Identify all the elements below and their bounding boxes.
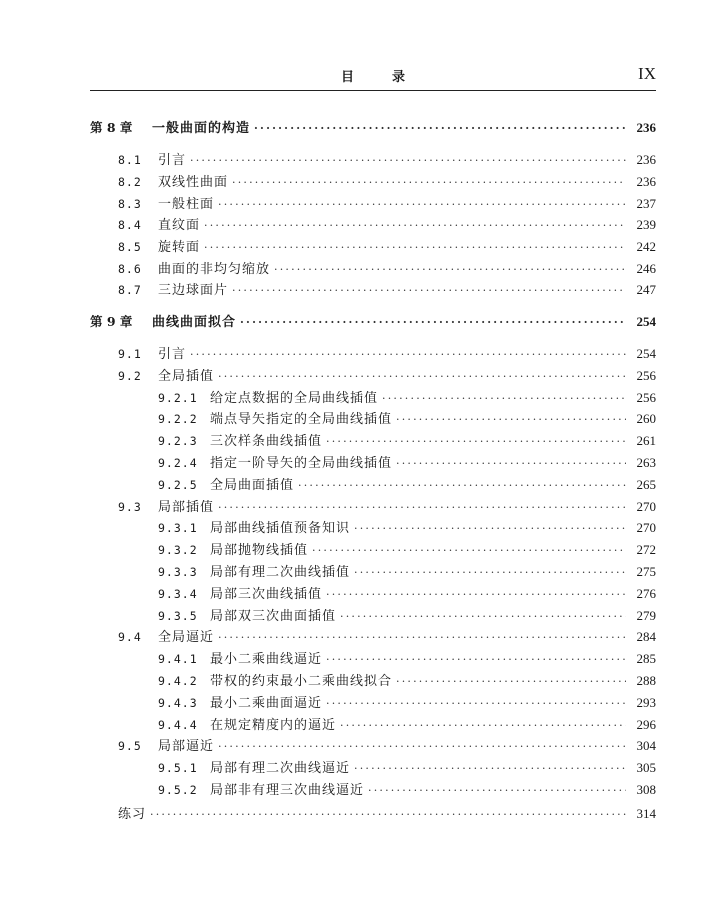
header-title: 目录: [340, 70, 443, 85]
toc-subsection-row[interactable]: [158, 561, 656, 581]
entry-page-number: 261: [636, 433, 656, 448]
dot-leader: [312, 544, 626, 557]
toc-subsection-row[interactable]: [158, 583, 656, 603]
entry-number: 8.3: [118, 197, 142, 211]
entry-number: 9.1: [118, 347, 142, 361]
dot-leader: [204, 219, 626, 232]
entry-title: 曲线曲面拟合: [152, 315, 237, 330]
entry-page-number: 285: [636, 651, 656, 666]
entry-number: 9.4: [118, 630, 142, 644]
entry-number: 9.3.5: [158, 609, 198, 623]
dot-leader: [150, 808, 626, 821]
toc-section-row[interactable]: [118, 214, 656, 234]
entry-title: 三边球面片: [158, 283, 229, 298]
entry-title: 指定一阶导矢的全局曲线插值: [210, 456, 393, 471]
entry-number: 8.5: [118, 240, 142, 254]
dot-leader: [190, 154, 626, 167]
entry-page-number: 275: [636, 564, 656, 579]
entry-title: 最小二乘曲线逼近: [210, 652, 323, 667]
entry-page-number: 263: [636, 455, 656, 470]
entry-page-number: 272: [636, 542, 656, 557]
entry-title: 曲面的非均匀缩放: [158, 262, 271, 277]
entry-page-number: 256: [636, 368, 656, 383]
entry-number: 9.3.3: [158, 565, 198, 579]
header-page-number: IX: [638, 64, 656, 83]
toc-section-row[interactable]: [118, 496, 656, 516]
toc-section-row[interactable]: [118, 193, 656, 213]
entry-page-number: 288: [636, 673, 656, 688]
entry-number: 9.3.4: [158, 587, 198, 601]
entry-number: 9.5.1: [158, 761, 198, 775]
entry-title: 引言: [158, 153, 187, 168]
entry-title: 局部逼近: [158, 739, 215, 754]
entry-number: 8.4: [118, 218, 142, 232]
toc-subsection-row[interactable]: [158, 387, 656, 407]
entry-page-number: 293: [636, 695, 656, 710]
dot-leader: [326, 588, 626, 601]
entry-title: 双线性曲面: [158, 175, 229, 190]
entry-page-number: 279: [636, 608, 656, 623]
entry-number: 9.5.2: [158, 783, 198, 797]
dot-leader: [232, 176, 626, 189]
entry-title: 直纹面: [158, 218, 201, 233]
entry-page-number: 304: [636, 738, 656, 753]
entry-title: 引言: [158, 347, 187, 362]
dot-leader: [354, 522, 626, 535]
entry-title: 局部有理二次曲线插值: [210, 565, 351, 580]
toc-section-row[interactable]: [118, 626, 656, 646]
entry-page-number: 270: [636, 499, 656, 514]
toc-subsection-row[interactable]: [158, 430, 656, 450]
entry-number: 9.2.5: [158, 478, 198, 492]
dot-leader: [274, 263, 626, 276]
toc-section-row[interactable]: [118, 279, 656, 299]
dot-leader: [218, 501, 626, 514]
entry-title: 局部双三次曲面插值: [210, 609, 337, 624]
dot-leader: [382, 392, 626, 405]
entry-title: 带权的约束最小二乘曲线拟合: [210, 674, 393, 689]
entry-title: 全局插值: [158, 369, 215, 384]
running-header: [90, 64, 656, 88]
toc-subsection-row[interactable]: [158, 517, 656, 537]
entry-number: 8.1: [118, 153, 142, 167]
entry-title: 旋转面: [158, 240, 201, 255]
toc-section-row[interactable]: [118, 149, 656, 169]
dot-leader: [326, 435, 626, 448]
toc-subsection-row[interactable]: [158, 605, 656, 625]
entry-number: 8.2: [118, 175, 142, 189]
entry-title: 端点导矢指定的全局曲线插值: [210, 412, 393, 427]
dot-leader: [190, 348, 626, 361]
entry-page-number: 256: [636, 390, 656, 405]
toc-section-row[interactable]: [118, 735, 656, 755]
toc-section-row[interactable]: [118, 171, 656, 191]
entry-number: 9.4.1: [158, 652, 198, 666]
entry-title: 三次样条曲线插值: [210, 434, 323, 449]
entry-page-number: 308: [636, 782, 656, 797]
toc-subsection-row[interactable]: [158, 779, 656, 799]
entry-page-number: 237: [636, 196, 656, 211]
dot-leader: [204, 241, 626, 254]
entry-title: 局部插值: [158, 500, 215, 515]
entry-page-number: 239: [636, 217, 656, 232]
dot-leader: [254, 122, 626, 135]
entry-title: 局部有理二次曲线逼近: [210, 761, 351, 776]
toc-subsection-row[interactable]: [158, 474, 656, 494]
toc-subsection-row[interactable]: [158, 408, 656, 428]
entry-page-number: 270: [636, 520, 656, 535]
entry-number: 9.3.1: [158, 521, 198, 535]
entry-page-number: 265: [636, 477, 656, 492]
entry-number: 9.4.2: [158, 674, 198, 688]
entry-title: 练习: [118, 807, 147, 822]
entry-page-number: 242: [636, 239, 656, 254]
dot-leader: [340, 719, 626, 732]
dot-leader: [298, 479, 626, 492]
toc-chapter-row[interactable]: [90, 311, 656, 331]
dot-leader: [396, 675, 626, 688]
dot-leader: [218, 198, 626, 211]
entry-page-number: 305: [636, 760, 656, 775]
entry-page-number: 284: [636, 629, 656, 644]
entry-title: 在规定精度内的逼近: [210, 718, 337, 733]
entry-page-number: 296: [636, 717, 656, 732]
toc-section-row[interactable]: [118, 343, 656, 363]
dot-leader: [326, 697, 626, 710]
entry-number: 第 8 章: [90, 120, 133, 135]
dot-leader: [354, 762, 626, 775]
entry-number: 9.3: [118, 500, 142, 514]
entry-title: 给定点数据的全局曲线插值: [210, 391, 379, 406]
dot-leader: [396, 413, 626, 426]
entry-page-number: 260: [636, 411, 656, 426]
entry-page-number: 254: [636, 346, 656, 361]
entry-page-number: 236: [636, 120, 656, 135]
entry-title: 局部三次曲线插值: [210, 587, 323, 602]
dot-leader: [354, 566, 626, 579]
toc-section-row[interactable]: [118, 365, 656, 385]
toc-section-row[interactable]: [118, 236, 656, 256]
entry-page-number: 236: [636, 174, 656, 189]
entry-number: 9.3.2: [158, 543, 198, 557]
entry-number: 9.2.1: [158, 391, 198, 405]
entry-page-number: 246: [636, 261, 656, 276]
dot-leader: [218, 631, 626, 644]
dot-leader: [396, 457, 626, 470]
entry-title: 一般曲面的构造: [152, 121, 251, 136]
toc-section-row[interactable]: [118, 258, 656, 278]
entry-page-number: 236: [636, 152, 656, 167]
entry-page-number: 314: [636, 806, 656, 821]
toc-chapter-row[interactable]: [90, 117, 656, 137]
toc-subsection-row[interactable]: [158, 670, 656, 690]
entry-number: 9.2.3: [158, 434, 198, 448]
dot-leader: [240, 316, 626, 329]
entry-number: 9.2.4: [158, 456, 198, 470]
entry-number: 9.2: [118, 369, 142, 383]
entry-title: 局部曲线插值预备知识: [210, 521, 351, 536]
toc-subsection-row[interactable]: [158, 692, 656, 712]
dot-leader: [326, 653, 626, 666]
toc-subsection-row[interactable]: [158, 757, 656, 777]
entry-number: 第 9 章: [90, 314, 133, 329]
entry-title: 局部非有理三次曲线逼近: [210, 783, 365, 798]
header-rule: [90, 90, 656, 91]
dot-leader: [218, 740, 626, 753]
entry-number: 8.7: [118, 283, 142, 297]
entry-title: 一般柱面: [158, 197, 215, 212]
dot-leader: [232, 284, 626, 297]
entry-number: 8.6: [118, 262, 142, 276]
entry-title: 最小二乘曲面逼近: [210, 696, 323, 711]
entry-title: 全局曲面插值: [210, 478, 295, 493]
dot-leader: [340, 610, 626, 623]
toc-subsection-row[interactable]: [158, 452, 656, 472]
entry-title: 局部抛物线插值: [210, 543, 309, 558]
entry-page-number: 254: [636, 314, 656, 329]
entry-number: 9.2.2: [158, 412, 198, 426]
entry-page-number: 276: [636, 586, 656, 601]
toc-subsection-row[interactable]: [158, 539, 656, 559]
entry-number: 9.5: [118, 739, 142, 753]
entry-number: 9.4.4: [158, 718, 198, 732]
entry-number: 9.4.3: [158, 696, 198, 710]
toc-exercises-row[interactable]: [118, 803, 656, 823]
entry-title: 全局逼近: [158, 630, 215, 645]
toc-subsection-row[interactable]: [158, 714, 656, 734]
entry-page-number: 247: [636, 282, 656, 297]
dot-leader: [368, 784, 626, 797]
toc-subsection-row[interactable]: [158, 648, 656, 668]
dot-leader: [218, 370, 626, 383]
